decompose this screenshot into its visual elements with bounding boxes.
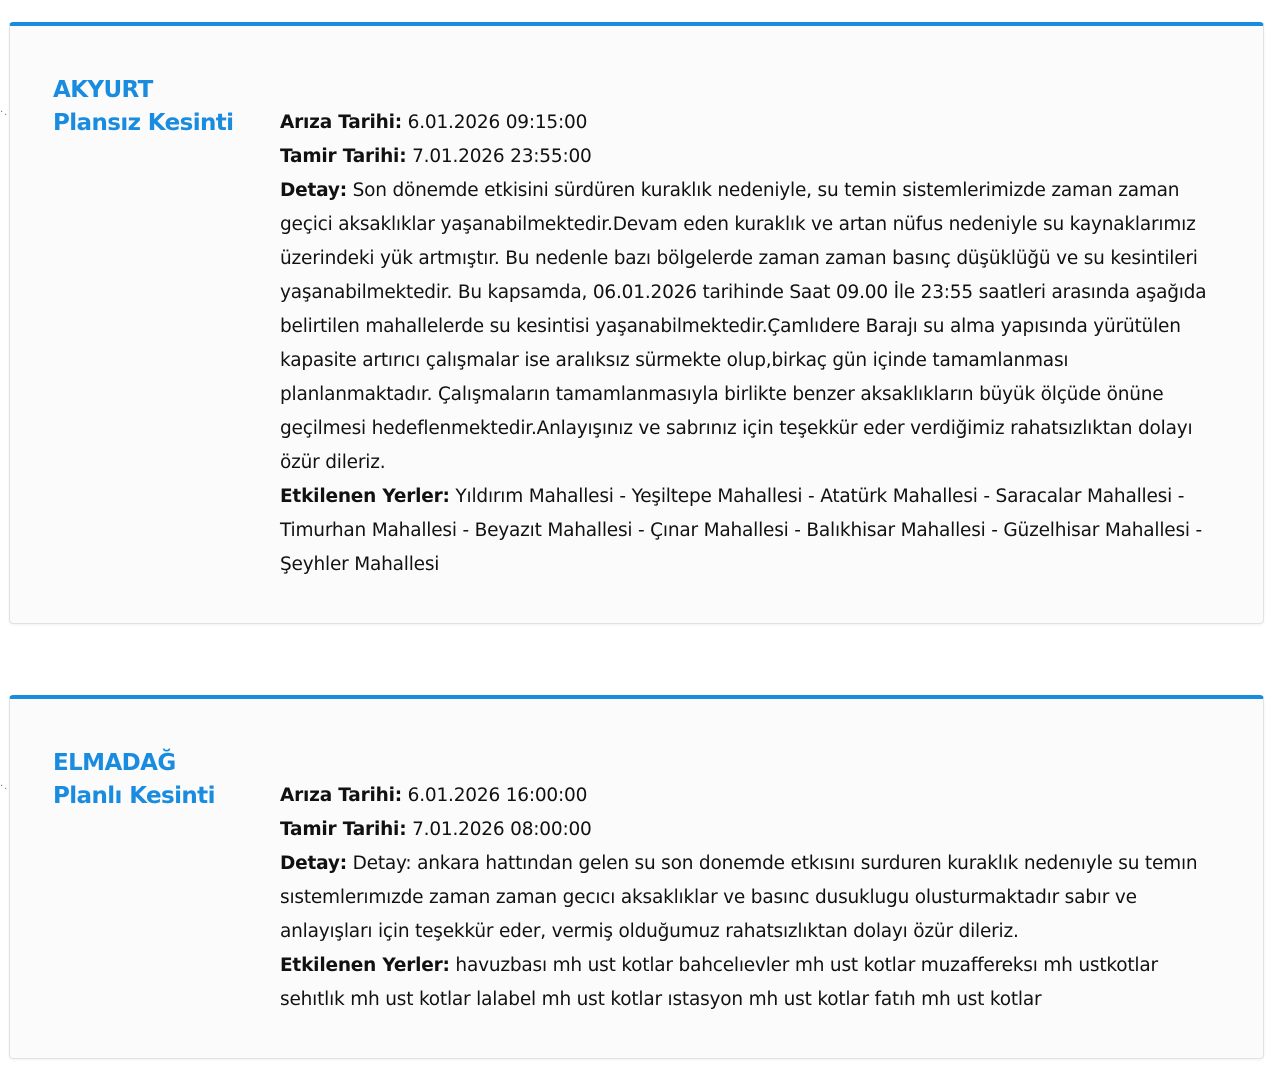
fault-date-value: 6.01.2026 09:15:00 [407, 112, 588, 133]
fault-date-value: 6.01.2026 16:00:00 [407, 785, 588, 806]
repair-date-row [280, 813, 1225, 847]
detail-text: Son dönemde etkisini sürdüren kuraklık nedeniyle, su temin sistemlerimizde zaman zaman geçici aksaklıklar yaşanabilmektedir.Devam eden kuraklık ve artan nüfus nedeniyle su kaynaklarımız üzerindeki yük artmıştır. Bu nedenle bazı bölgelerde zaman zaman basınç düşüklüğü ve su kesintileri yaşanabilmektedir. Bu kapsamda, 06.01.2026 tarihinde Saat 09.00 İle 23:55 saatleri arasında aşağıda belirtilen mahallelerde su kesintisi yaşanabilmektedir.Çamlıdere Barajı su alma yapısında yürütülen kapasite artırıcı çalışmalar ise aralıksız sürmekte olup,birkaç gün içinde tamamlanması planlanmaktadır. Çalışmaların tamamlanmasıyla birlikte benzer aksaklıkların büyük ölçüde önüne geçilmesi hedeflenmektedir.Anlayışınız ve sabrınız için teşekkür eder verdiğimiz rahatsızlıktan dolayı özür dileriz. [280, 180, 1207, 473]
district-name: ELMADAĞ [53, 750, 176, 776]
affected-label: Etkilenen Yerler: [280, 955, 450, 976]
affected-label: Etkilenen Yerler: [280, 486, 450, 507]
fault-date-row [280, 779, 1225, 813]
fault-date-label: Arıza Tarihi: [280, 785, 402, 806]
card-header [53, 747, 253, 813]
outage-type: Plansız Kesinti [53, 110, 234, 136]
district-name: AKYURT [53, 77, 153, 103]
card-header [53, 74, 253, 140]
affected-places: Yıldırım Mahallesi - Yeşiltepe Mahallesi - Atatürk Mahallesi - Saracalar Mahallesi - Timurhan Mahallesi - Beyazıt Mahallesi - Çınar Mahallesi - Balıkhisar Mahallesi - Güzelhisar Mahallesi - Şeyhler Mahallesi [280, 486, 1202, 575]
detail-row [280, 847, 1225, 949]
affected-row [280, 949, 1225, 1017]
repair-date-value: 7.01.2026 08:00:00 [412, 819, 592, 840]
repair-date-row [280, 140, 1225, 174]
repair-date-value: 7.01.2026 23:55:00 [412, 146, 592, 167]
ellipsis-marker: ·. [0, 107, 9, 118]
detail-text: Detay: ankara hattından gelen su son donemde etkısını surduren kuraklık nedenıyle su temın sıstemlerımızde zaman zaman gecıcı aksaklıklar ve basınc dusuklugu olusturmaktadır sabır ve anlayışları için teşekkür eder, vermiş olduğumuz rahatsızlıktan dolayı özür dileriz. [280, 853, 1198, 942]
detail-label: Detay: [280, 853, 347, 874]
detail-label: Detay: [280, 180, 347, 201]
outage-type: Planlı Kesinti [53, 783, 215, 809]
outage-card-akyurt [9, 22, 1264, 624]
outage-details [280, 779, 1225, 1017]
fault-date-label: Arıza Tarihi: [280, 112, 402, 133]
repair-date-label: Tamir Tarihi: [280, 146, 407, 167]
fault-date-row [280, 106, 1225, 140]
detail-row [280, 174, 1225, 480]
repair-date-label: Tamir Tarihi: [280, 819, 407, 840]
affected-places: havuzbası mh ust kotlar bahcelıevler mh ust kotlar muzaffereksı mh ustkotlar sehıtlık mh ust kotlar lalabel mh ust kotlar ıstasyon mh ust kotlar fatıh mh ust kotlar [280, 955, 1158, 1010]
ellipsis-marker: ·. [0, 781, 9, 792]
affected-row [280, 480, 1225, 582]
outage-card-elmadag [9, 695, 1264, 1059]
outage-details [280, 106, 1225, 582]
